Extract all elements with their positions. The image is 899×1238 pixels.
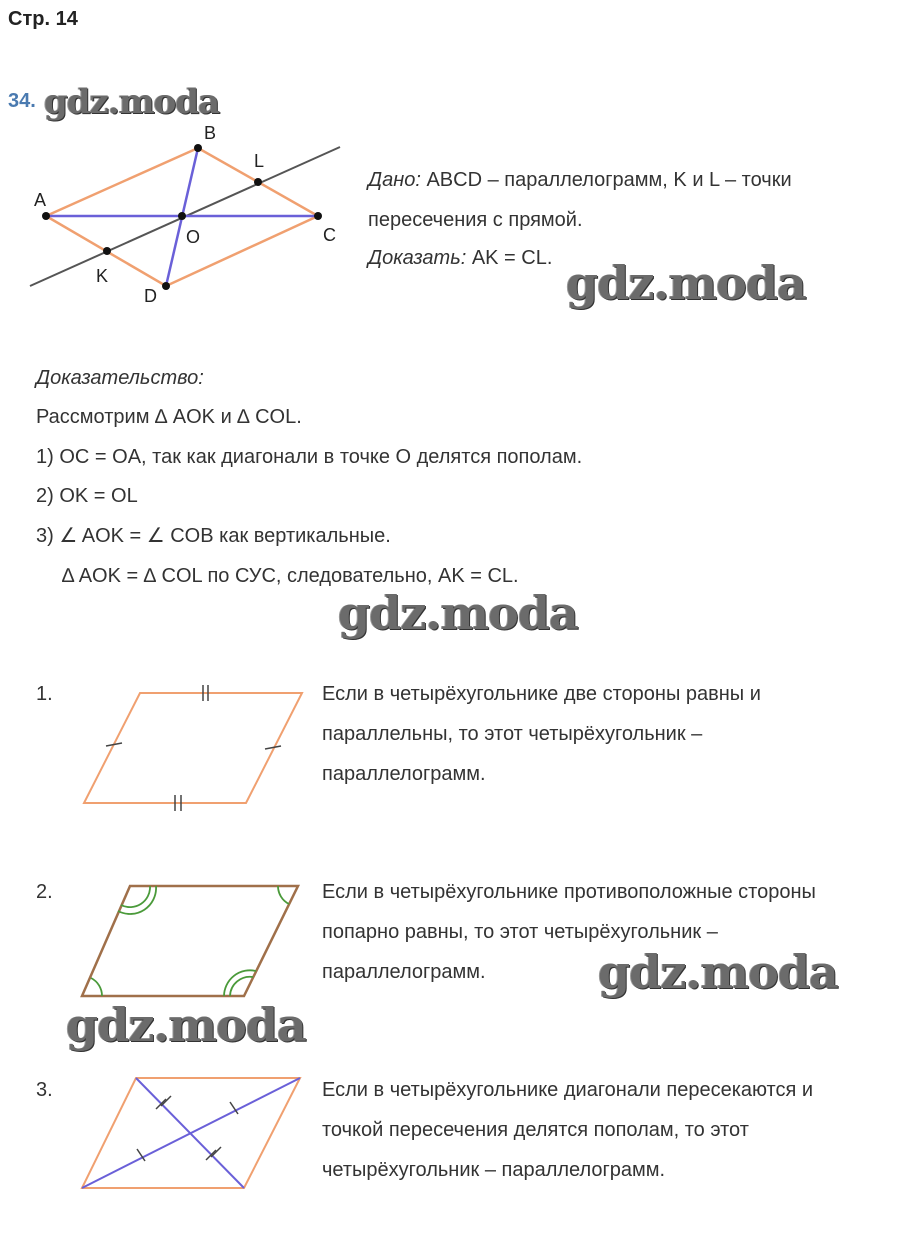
watermark-logo: gdz.moda: [566, 256, 806, 310]
criterion-number: 2.: [36, 881, 53, 903]
prove-line: [368, 238, 552, 278]
given-text-2: пересечения с прямой.: [368, 209, 583, 231]
criterion-3-figure: [70, 1070, 320, 1200]
watermark-logo: gdz.moda: [338, 586, 578, 640]
label-o: O: [186, 227, 201, 247]
proof-line: 1) OC = OA, так как диагонали в точке O делятся пополам.: [36, 446, 583, 468]
given-text-1: ABCD – параллелограмм, K и L – точки: [420, 169, 792, 191]
label-k: K: [96, 266, 109, 286]
given-label: Дано:: [368, 169, 421, 191]
criterion-text: Если в четырёхугольнике диагонали пересекаются и: [322, 1079, 814, 1101]
proof-title: Доказательство:: [36, 367, 204, 389]
watermark-logo: gdz.moda: [66, 998, 306, 1052]
criterion-1-figure: [70, 680, 320, 820]
label-d: D: [144, 286, 157, 306]
criterion-text: точкой пересечения делятся пополам, то этот: [322, 1119, 749, 1141]
label-a: A: [34, 190, 47, 210]
watermark-logo: gdz.moda: [44, 82, 220, 122]
criterion-text: параллелограмм.: [322, 763, 486, 785]
proof-line: 2) OK = OL: [36, 485, 138, 507]
label-c: C: [323, 225, 336, 245]
criterion-text: Если в четырёхугольнике две стороны равны и: [322, 683, 761, 705]
criterion-text: параллелограмм.: [322, 961, 486, 983]
proof-conclusion: ∆ AOK = ∆ COL по СУС, следовательно, AK = CL.: [62, 565, 519, 587]
proof-line: Рассмотрим ∆ AOK и ∆ COL.: [36, 406, 302, 428]
parallelogram-figure: [0, 110, 360, 310]
prove-label: Доказать:: [368, 247, 467, 269]
criterion-text: Если в четырёхугольнике противоположные стороны: [322, 881, 816, 903]
criterion-text: попарно равны, то этот четырёхугольник –: [322, 921, 718, 943]
criterion-number: 3.: [36, 1079, 53, 1101]
prove-text: AK = CL.: [466, 247, 553, 269]
page-title: Стр. 14: [8, 8, 78, 30]
criterion-text: четырёхугольник – параллелограмм.: [322, 1159, 666, 1181]
criterion-2-figure: [70, 875, 320, 1005]
task-number: 34.: [8, 90, 36, 112]
criterion-number: 1.: [36, 683, 53, 705]
proof-line: 3) ∠ AOK = ∠ COB как вертикальные.: [36, 525, 391, 547]
label-b: B: [204, 123, 217, 143]
given-line-1: [368, 160, 792, 200]
label-l: L: [254, 151, 265, 171]
criterion-text: параллельны, то этот четырёхугольник –: [322, 723, 703, 745]
watermark-logo: gdz.moda: [598, 945, 838, 999]
